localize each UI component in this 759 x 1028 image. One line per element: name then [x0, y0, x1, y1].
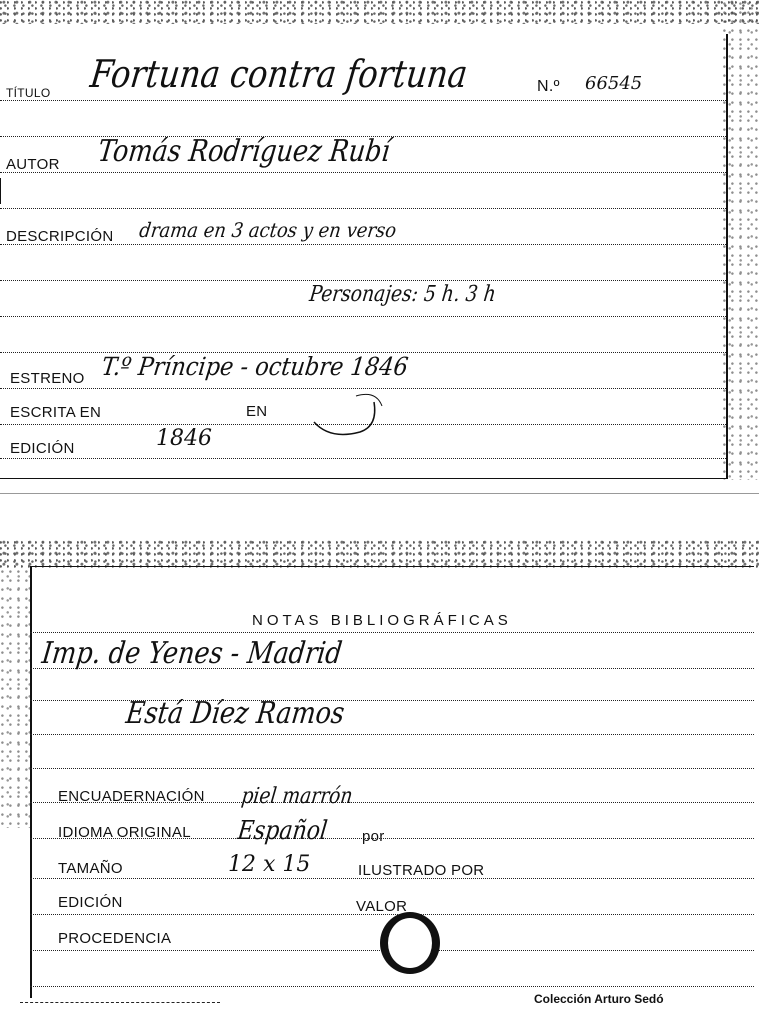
handwritten-autor: Tomás Rodríguez Rubí: [96, 134, 392, 169]
handwritten-titulo: Fortuna contra fortuna: [88, 52, 470, 96]
rule-line: [0, 388, 726, 389]
tamano-label: TAMAÑO: [58, 860, 123, 877]
descripcion-label: DESCRIPCIÓN: [6, 228, 114, 245]
numero-label: N.º: [537, 78, 560, 95]
valor-label: VALOR: [356, 898, 408, 915]
handwritten-edicion: 1846: [156, 426, 212, 451]
encuadernacion-label: ENCUADERNACIÓN: [58, 788, 205, 805]
catalog-card-bottom: [0, 540, 759, 1028]
rule-line: [30, 768, 754, 769]
handwritten-estreno: T.º Príncipe - octubre 1846: [100, 352, 410, 381]
rule-line: [30, 986, 754, 987]
handwritten-numero: 66545: [585, 73, 643, 94]
escrita-en-label: ESCRITA EN: [10, 404, 102, 421]
notas-header: NOTAS BIBLIOGRÁFICAS: [252, 612, 512, 629]
handwritten-personajes: Personajes: 5 h. 3 h: [308, 282, 498, 307]
en-label: EN: [246, 403, 268, 420]
card-left-border: [30, 566, 32, 998]
autor-label: AUTOR: [6, 156, 60, 173]
rule-line: [30, 734, 754, 735]
handwritten-nota: Está Díez Ramos: [124, 696, 347, 731]
margin-mark: [0, 178, 1, 204]
handwritten-idioma: Español: [236, 816, 329, 846]
edicion-label: EDICIÓN: [10, 440, 75, 457]
rule-line: [0, 280, 726, 281]
procedencia-label: PROCEDENCIA: [58, 930, 172, 947]
titulo-label: TÍTULO: [6, 86, 51, 100]
estreno-label: ESTRENO: [10, 370, 85, 387]
handwritten-imprenta: Imp. de Yenes - Madrid: [40, 636, 344, 671]
handwritten-encuadernacion: piel marrón: [240, 784, 354, 809]
idioma-label: IDIOMA ORIGINAL: [58, 824, 191, 841]
por-label: por: [362, 828, 385, 845]
edicion-label: EDICIÓN: [58, 894, 123, 911]
scan-noise-top: [0, 540, 759, 568]
collection-footer: Colección Arturo Sedó: [534, 992, 664, 1006]
rule-line: [0, 208, 726, 209]
stamp-smudge: [310, 392, 390, 446]
rule-line: [30, 632, 754, 633]
card-separator: [0, 493, 759, 494]
card-top-border: [30, 566, 754, 567]
rule-line: [0, 458, 726, 459]
ilustrado-label: ILUSTRADO POR: [358, 862, 485, 879]
rule-line: [0, 100, 726, 101]
rule-line: [0, 172, 726, 173]
ink-stamp-center: [388, 918, 432, 968]
bottom-dash: [20, 1002, 220, 1003]
card-right-border: [726, 34, 728, 478]
rule-line: [0, 316, 726, 317]
handwritten-tamano: 12 x 15: [228, 852, 311, 877]
handwritten-descripcion: drama en 3 actos y en verso: [138, 218, 398, 242]
scan-noise-left: [0, 568, 30, 828]
card-bottom-border: [0, 478, 728, 479]
catalog-card-top: [0, 0, 759, 493]
scan-noise-top: [0, 0, 759, 24]
